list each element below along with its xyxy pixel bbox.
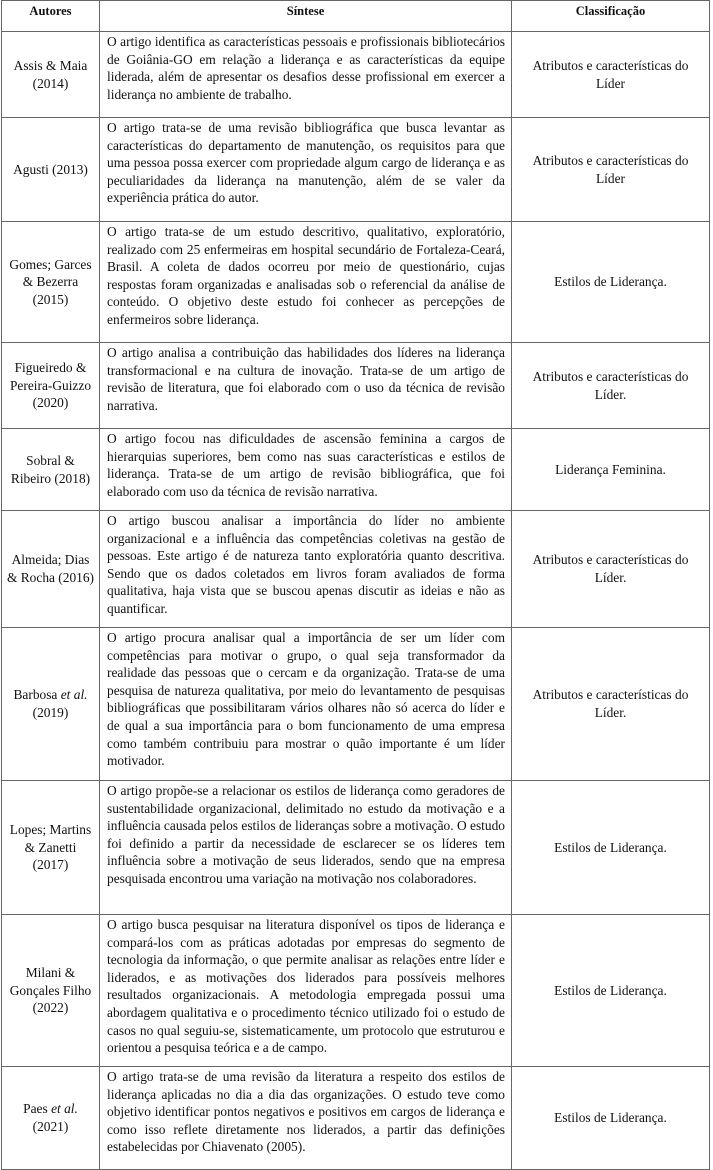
author-cell: Figueiredo & Pereira-Guizzo (2020): [2, 343, 100, 429]
author-et-al: et al.: [60, 687, 88, 703]
classification-cell: Estilos de Liderança.: [512, 222, 710, 343]
classification-cell: Atributos e características do Líder: [512, 32, 710, 118]
author-cell: Assis & Maia (2014): [2, 32, 100, 118]
author-year: (2021): [32, 1119, 69, 1134]
table-row: [2, 511, 710, 628]
classification-cell: Atributos e características do Líder.: [512, 511, 710, 628]
synthesis-cell: O artigo focou nas dificuldades de ascensão feminina a cargos de hierarquias superiores, bem como nas suas características e estilos de liderança. Trata-se de um artigo de revisão bibliográfica, que foi elaborado com uso da técnica de revisão narrativa.: [100, 429, 512, 511]
table-row: [2, 222, 710, 343]
table-row: [2, 343, 710, 429]
author-year: (2019): [32, 705, 69, 720]
table-row: [2, 781, 710, 915]
author-cell: Milani & Gonçales Filho (2022): [2, 915, 100, 1067]
header-sintese: Síntese: [100, 1, 512, 32]
classification-cell: Atributos e características do Líder.: [512, 628, 710, 781]
table-row: [2, 118, 710, 222]
author-et-al: et al.: [51, 1101, 78, 1117]
author-cell: Almeida; Dias & Rocha (2016): [2, 511, 100, 628]
classification-cell: Estilos de Liderança.: [512, 915, 710, 1067]
classification-cell: Liderança Feminina.: [512, 429, 710, 511]
classification-cell: Estilos de Liderança.: [512, 781, 710, 915]
author-cell: [2, 1067, 100, 1170]
table-row: [2, 1067, 710, 1170]
classification-cell: Estilos de Liderança.: [512, 1067, 710, 1170]
table-row: [2, 429, 710, 511]
classification-cell: Atributos e características do Líder: [512, 118, 710, 222]
table-row: [2, 628, 710, 781]
literature-review-table: [1, 0, 710, 1170]
synthesis-cell: O artigo buscou analisar a importância do líder no ambiente organizacional e a influência das competências coletivas na gestão de pessoas. Este artigo é de natureza tanto exploratória quanto descritiva. Sendo que os dados coletados em livros foram avaliados de forma qualitativa, haja vista que se buscou apenas discutir as ideias e não as quantificar.: [100, 511, 512, 628]
synthesis-cell: O artigo propõe-se a relacionar os estilos de liderança como geradores de sustentabilidade organizacional, delimitado no estudo da motivação e a influência causada pelos estilos de lideranças sobre a motivação. O estudo foi definido a partir da necessidade de esclarecer se os líderes tem influência sobre a motivação de seus liderados, sendo que na empresa pesquisada encontrou uma variação na motivação nos colaboradores.: [100, 781, 512, 915]
header-row: [2, 1, 710, 32]
author-name: Barbosa: [13, 687, 58, 703]
author-cell: Agusti (2013): [2, 118, 100, 222]
classification-cell: Atributos e características do Líder.: [512, 343, 710, 429]
author-cell: [2, 628, 100, 781]
synthesis-cell: O artigo trata-se de um estudo descritivo, qualitativo, exploratório, realizado com 25 enfermeiras em hospital secundário de Fortaleza-Ceará, Brasil. A coleta de dados ocorreu por meio de questionário, cujas respostas foram organizadas e analisadas sob o referencial da análise de conteúdo. O objetivo deste estudo foi conhecer as percepções de enfermeiros sobre liderança.: [100, 222, 512, 343]
author-cell: Gomes; Garces & Bezerra (2015): [2, 222, 100, 343]
synthesis-cell: O artigo trata-se de uma revisão bibliográfica que busca levantar as características do departamento de manutenção, os requisitos para que uma pessoa possa exercer com propriedade algum cargo de liderança e as peculiaridades da liderança na manutenção, além de se valer da experiência prática do autor.: [100, 118, 512, 222]
synthesis-cell: O artigo busca pesquisar na literatura disponível os tipos de liderança e compará-los com as práticas adotadas por empresas do segmento de tecnologia da informação, o que permite analisar as relações entre líder e liderados, e as motivações dos liderados para possíveis melhores resultados organizacionais. A metodologia empregada possui uma abordagem qualitativa e o procedimento técnico utilizado foi o estudo de casos no qual seguiu-se, sistematicamente, um protocolo que estruturou e orientou a pesquisa teórica e a de campo.: [100, 915, 512, 1067]
synthesis-cell: O artigo identifica as características pessoais e profissionais bibliotecários de Goiânia-GO em relação a liderança e as características da equipe liderada, além de apresentar os desafios desse profissional em exercer a liderança no ambiente de trabalho.: [100, 32, 512, 118]
synthesis-cell: O artigo procura analisar qual a importância de ser um líder com competências para motivar o grupo, o qual seja transformador da realidade das pessoas que o cercam e da organização. Trata-se de uma pesquisa de natureza qualitativa, por meio do levantamento de pesquisas bibliográficas que possibilitaram vários olhares não só acerca do líder e de qual a sua importância para o bom funcionamento de uma empresa como também contribuiu para mostrar o quão importante é um líder motivador.: [100, 628, 512, 781]
synthesis-cell: O artigo analisa a contribuição das habilidades dos líderes na liderança transformacional e na cultura de inovação. Trata-se de um artigo de revisão de literatura, que foi elaborado com o uso da técnica de revisão narrativa.: [100, 343, 512, 429]
header-classificacao: Classificação: [512, 1, 710, 32]
author-name: Paes: [23, 1101, 48, 1117]
author-cell: Sobral & Ribeiro (2018): [2, 429, 100, 511]
table-row: [2, 915, 710, 1067]
header-autores: Autores: [2, 1, 100, 32]
synthesis-cell: O artigo trata-se de uma revisão da literatura a respeito dos estilos de liderança aplicadas no dia a dia das organizações. O estudo teve como objetivo identificar pontos negativos e positivos em cargos de liderança e como isso reflete diretamente nos liderados, a partir das definições estabelecidas por Chiavenato (2005).: [100, 1067, 512, 1170]
table-row: [2, 32, 710, 118]
author-cell: Lopes; Martins & Zanetti (2017): [2, 781, 100, 915]
